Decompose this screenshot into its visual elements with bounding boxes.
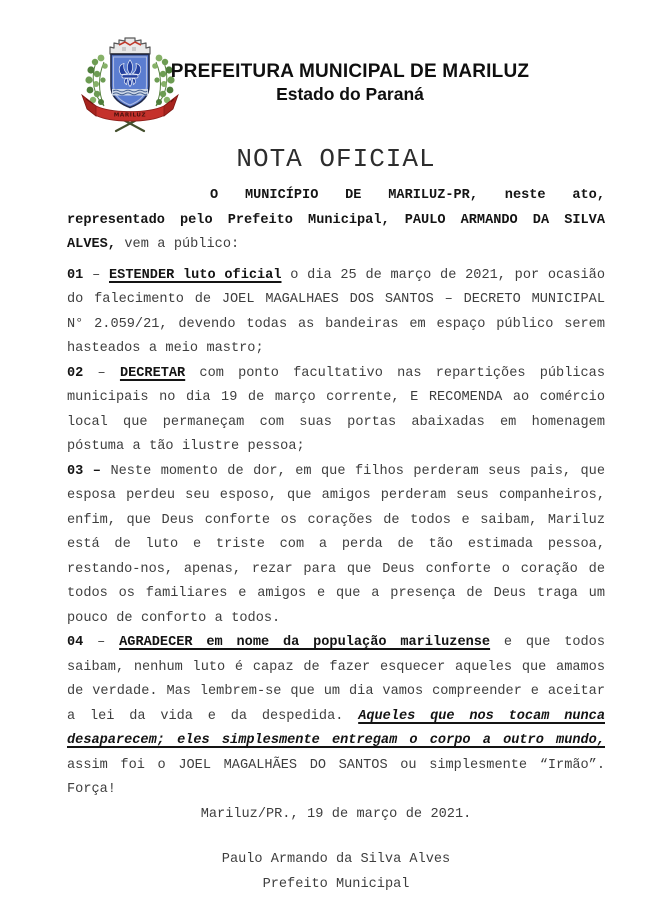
text-run: e que todos saibam, nenhum luto é capaz de fazer esquecer aqueles que amamos de verdade. Mas lembrem-se que um dia vamos compreender e aceitar a lei da vida e da despedida. bbox=[67, 635, 605, 724]
mural-crown bbox=[110, 38, 150, 54]
text-run: 02 bbox=[67, 365, 84, 381]
text-run: O MUNICÍPIO DE MARILUZ-PR, neste ato, representado pelo Prefeito Municipal, PAULO ARMANDO DA SILVA ALVES, bbox=[67, 188, 605, 252]
text-run: – bbox=[83, 365, 120, 381]
document-body bbox=[67, 184, 605, 803]
text-run: com ponto facultativo nas repartições públicas municipais no dia 19 de março corrente, E RECOMENDA ao comércio local que permaneçam com suas portas abaixadas em homenagem póstuma a tão ilustre pessoa; bbox=[67, 365, 605, 454]
header-text-block bbox=[50, 60, 650, 105]
item-01 bbox=[67, 264, 605, 362]
signature-name: Paulo Armando da Silva Alves bbox=[221, 852, 451, 867]
document-title: NOTA OFICIAL bbox=[236, 144, 436, 174]
text-run: Neste momento de dor, em que filhos perderam seus pais, que esposa perdeu seu esposo, que amigos perderam seus companheiros, enfim, que Deus conforte os corações de todos e saibam, Mariluz está de luto e triste com a perda de tão estimada pessoa, restando-nos, apenas, rezar para que Deus conforte o coração de todos os familiares e amigos e que a presença de Deus traga um pouco de conforto a todos. bbox=[67, 463, 606, 626]
signature-block bbox=[67, 848, 605, 897]
text-run: DECRETAR bbox=[119, 365, 186, 381]
header-title: PREFEITURA MUNICIPAL DE MARILUZ bbox=[170, 61, 530, 82]
dateline: Mariluz/PR., 19 de março de 2021. bbox=[200, 806, 472, 822]
text-run: AGRADECER em nome da população mariluzense bbox=[119, 635, 491, 650]
document-header bbox=[0, 0, 650, 138]
header-subtitle: Estado do Paraná bbox=[276, 84, 424, 104]
text-run: – bbox=[83, 635, 120, 650]
intro-paragraph bbox=[67, 184, 605, 258]
text-run: – bbox=[83, 267, 109, 283]
item-03 bbox=[67, 460, 605, 632]
document-content bbox=[0, 144, 650, 897]
ribbon-banner-text: MARILUZ bbox=[113, 112, 147, 119]
text-run: vem a público: bbox=[115, 237, 240, 252]
text-run: ESTENDER luto oficial bbox=[109, 267, 282, 283]
item-04 bbox=[67, 631, 605, 803]
text-run: 04 bbox=[67, 635, 84, 650]
text-run: 01 bbox=[67, 267, 84, 283]
text-run: o dia 25 de março de 2021, por ocasião do falecimento de JOEL MAGALHAES DOS SANTOS – DECRETO MUNICIPAL N° 2.059/21, devendo todas as bandeiras em espaço público serem hasteados a meio mastro; bbox=[67, 267, 605, 356]
text-run: 03 – bbox=[67, 463, 101, 479]
text-run: assim foi o JOEL MAGALHÃES DO SANTOS ou simplesmente “Irmão”. Força! bbox=[67, 757, 605, 797]
item-02 bbox=[67, 362, 605, 460]
signature-role: Prefeito Municipal bbox=[262, 876, 410, 892]
text-run: Aqueles que nos tocam nunca desaparecem; eles simplesmente entregam o corpo a outro mundo, bbox=[67, 708, 605, 748]
